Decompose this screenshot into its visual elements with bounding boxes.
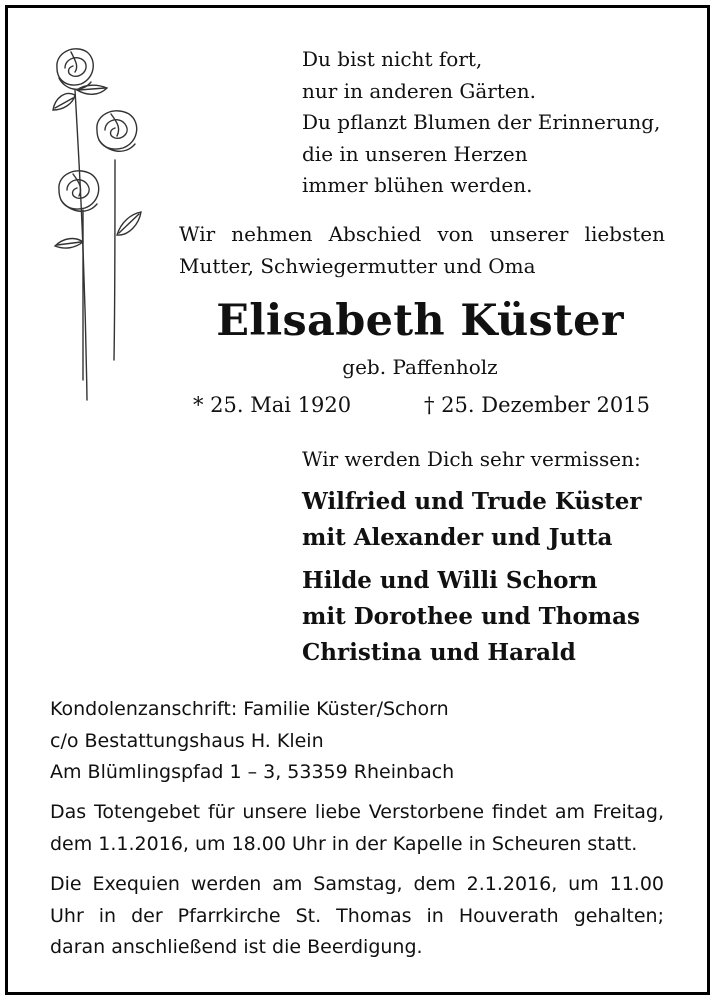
condolence-line: c/o Bestattungshaus H. Klein — [50, 729, 324, 752]
funeral-notice — [50, 869, 664, 964]
prayer-line: dem 1.1.2016, um 18.00 Uhr in der Kapelle in Scheuren statt. — [50, 832, 638, 855]
poem-line: die in unseren Herzen — [302, 141, 528, 166]
roses-illustration — [45, 40, 155, 405]
farewell-intro-line: Mutter, Schwiegermutter und Oma — [179, 254, 536, 278]
poem-line: Du bist nicht fort, — [302, 47, 483, 71]
mourners-intro: Wir werden Dich sehr vermissen: — [302, 447, 641, 471]
mourner-line: Christina und Harald — [302, 639, 576, 666]
birth-name: geb. Paffenholz — [342, 355, 498, 379]
funeral-line: Uhr in der Pfarrkirche St. Thomas in Houverath gehalten; — [50, 904, 664, 927]
mourner-line: Wilfried und Trude Küster — [302, 488, 642, 515]
mourner-group — [302, 484, 641, 556]
mourner-group — [302, 563, 640, 671]
mourner-line: mit Alexander und Jutta — [302, 524, 613, 551]
condolence-line: Kondolenzanschrift: Familie Küster/Schorn — [50, 698, 449, 720]
mourner-line: mit Dorothee und Thomas — [302, 603, 640, 630]
mourner-line: Hilde und Willi Schorn — [302, 567, 598, 594]
poem — [302, 44, 660, 202]
poem-line: immer blühen werden. — [302, 173, 533, 197]
poem-line: Du pflanzt Blumen der Erinnerung, — [302, 110, 661, 134]
death-date: † 25. Dezember 2015 — [424, 393, 650, 417]
funeral-line: daran anschließend ist die Beerdigung. — [50, 936, 423, 958]
funeral-line: Die Exequien werden am Samstag, dem 2.1.2016, um 11.00 — [50, 873, 664, 895]
birth-date: * 25. Mai 1920 — [193, 393, 352, 417]
condolence-line: Am Blümlingspfad 1 – 3, 53359 Rheinbach — [50, 761, 455, 783]
prayer-line: Das Totengebet für unsere liebe Verstorbene findet am Freitag, — [50, 801, 664, 823]
poem-line: nur in anderen Gärten. — [302, 78, 536, 103]
condolence-address — [50, 694, 454, 789]
farewell-intro — [179, 218, 665, 282]
prayer-notice — [50, 797, 664, 860]
deceased-name: Elisabeth Küster — [216, 296, 624, 346]
farewell-intro-line: Wir nehmen Abschied von unserer liebsten — [179, 222, 665, 246]
